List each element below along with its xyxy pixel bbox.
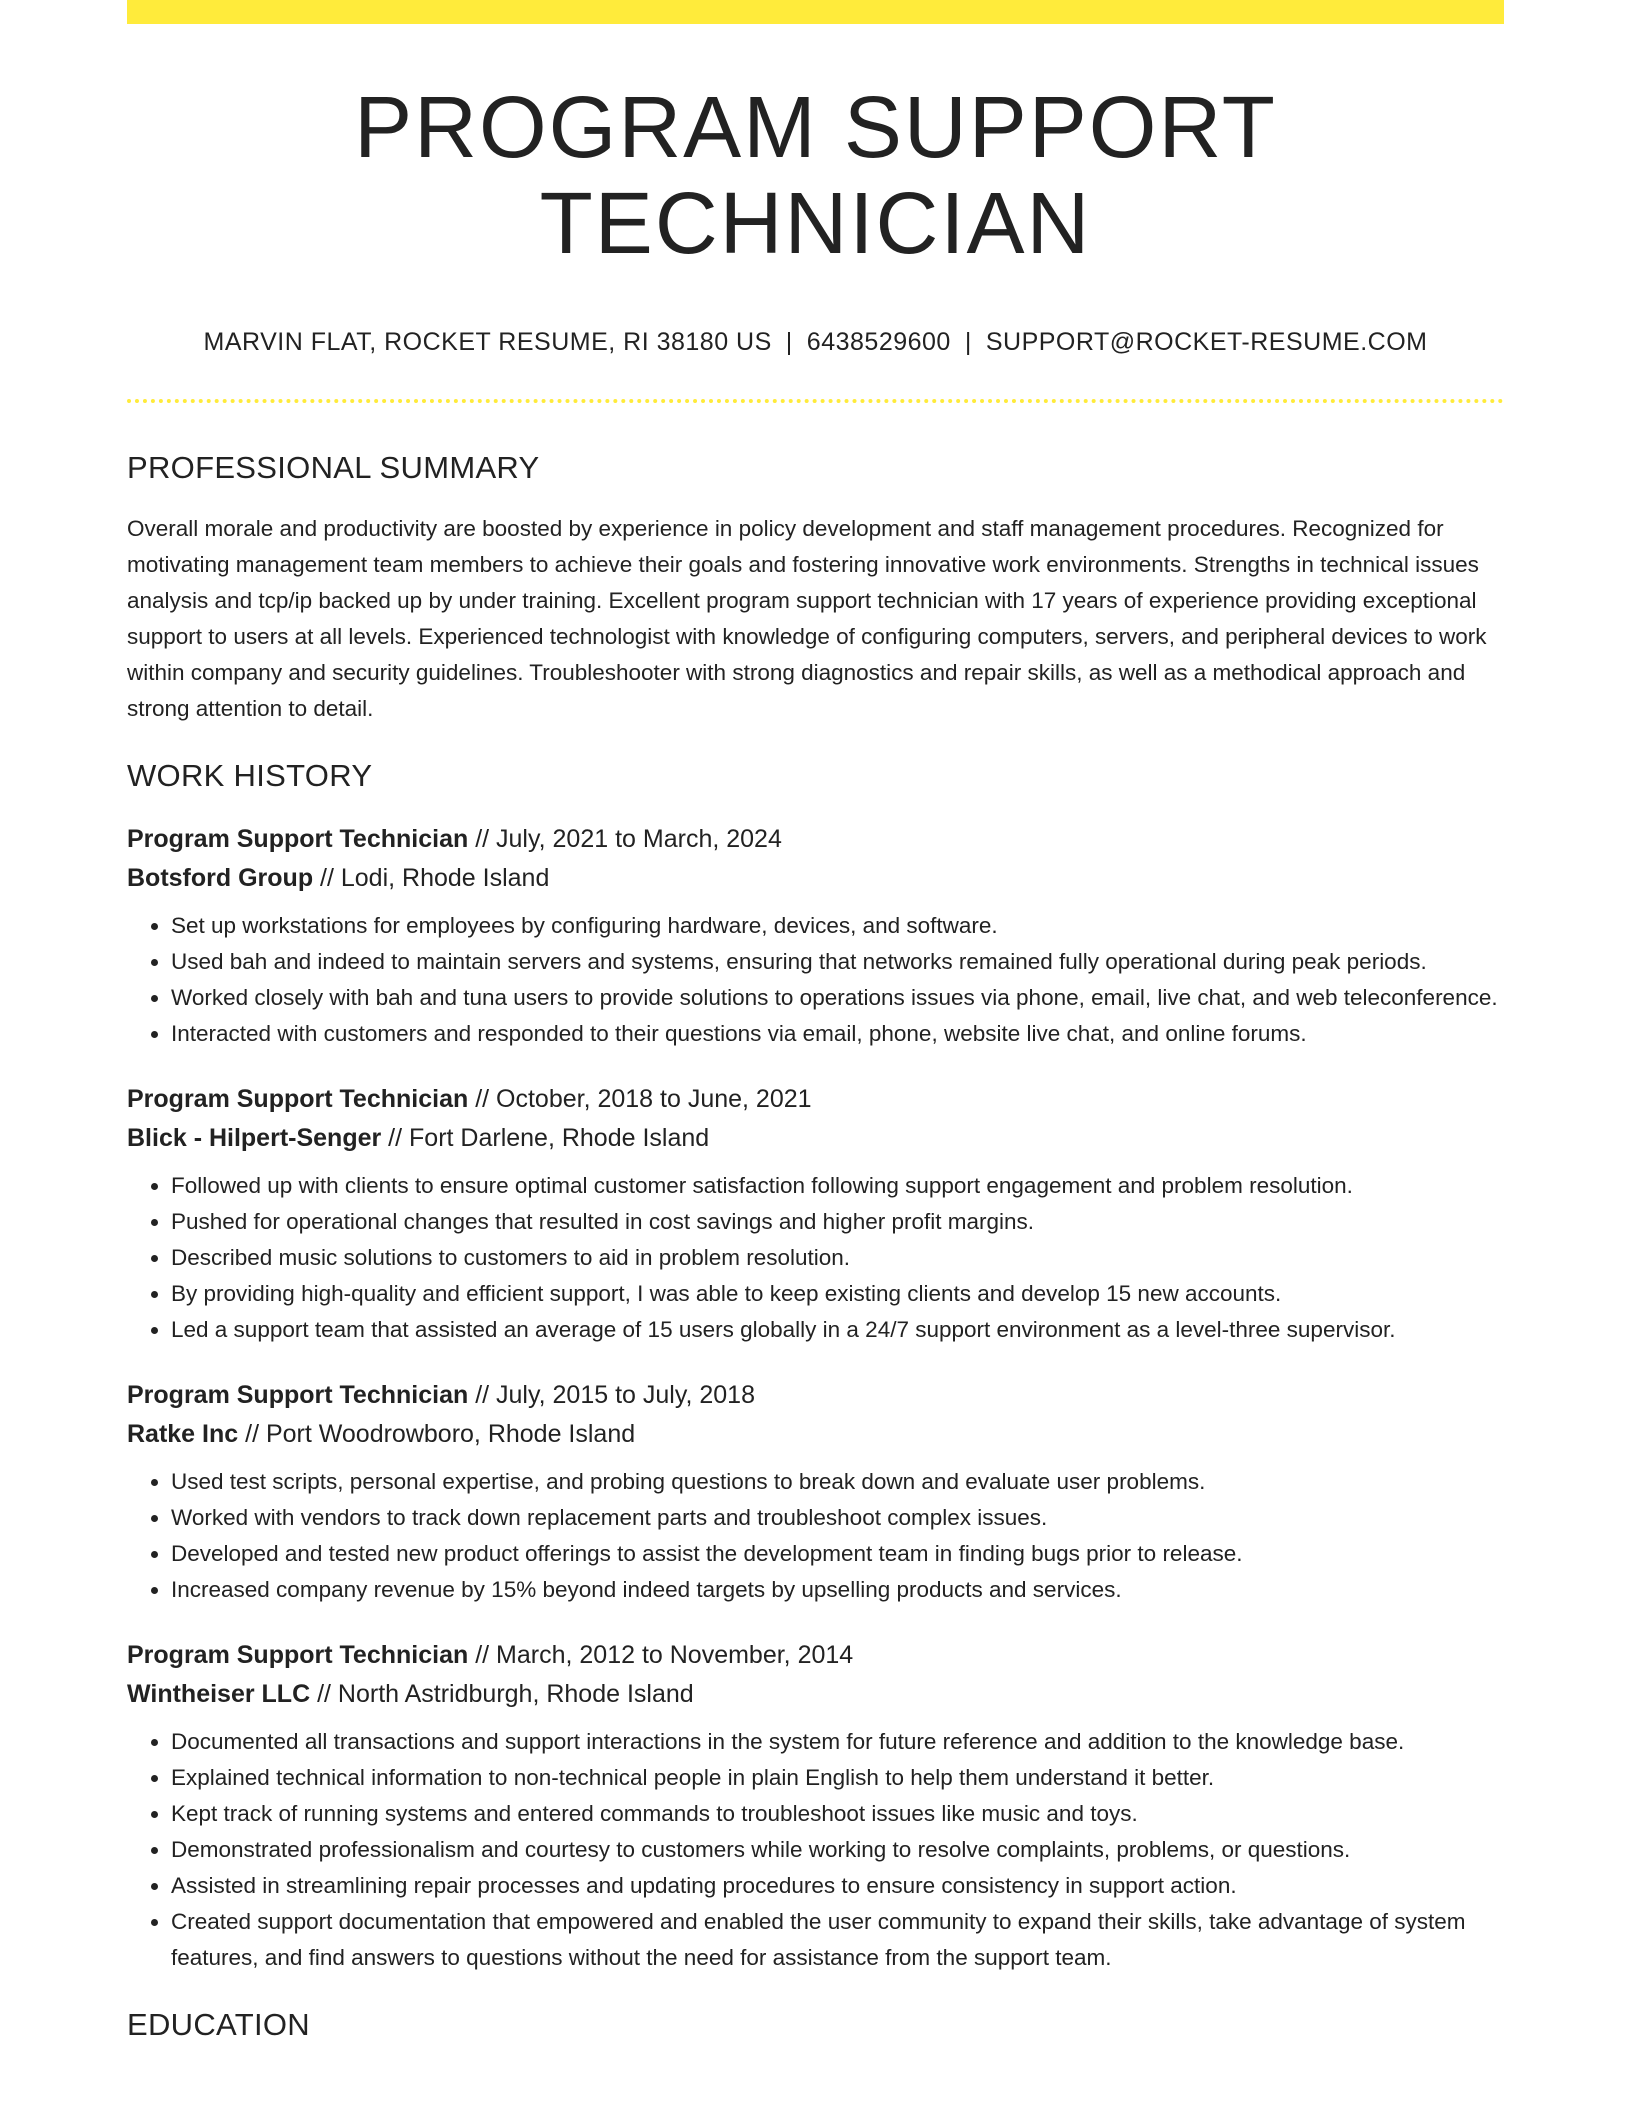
job-dates: // October, 2018 to June, 2021 [468,1084,812,1113]
job-bullet: • Created support documentation that empowered and enabled the user community to expand their skills, take advantage of system features, and find answers to questions without the need for assistance from the support team. [171,1904,1504,1976]
job-title-line [127,1376,1504,1415]
job-location: // North Astridburgh, Rhode Island [310,1679,694,1708]
job-location: // Port Woodrowboro, Rhode Island [238,1419,636,1448]
contact-email: SUPPORT@ROCKET-RESUME.COM [985,328,1428,357]
job-dates: // March, 2012 to November, 2014 [468,1640,854,1669]
job-bullet: • Pushed for operational changes that resulted in cost savings and higher profit margins. [171,1204,1504,1240]
job-company-line [127,1415,1504,1454]
job-entry [127,1376,1504,1608]
work-history-heading: WORK HISTORY [127,757,373,793]
contact-separator: | [964,328,972,357]
contact-line [127,327,1504,357]
job-bullet: • Used test scripts, personal expertise, and probing questions to break down and evaluate user problems. [171,1464,1504,1500]
job-entry [127,1080,1504,1348]
job-title-line [127,1636,1504,1675]
job-dates: // July, 2021 to March, 2024 [468,824,782,853]
job-company: Ratke Inc [127,1419,239,1448]
contact-phone: 6438529600 [806,328,951,357]
job-bullet: • Led a support team that assisted an average of 15 users globally in a 24/7 support environment as a level-three supervisor. [171,1312,1504,1348]
summary-text: Overall morale and productivity are boosted by experience in policy development and staff management procedures. Recognized for motivating management team members to achieve their goals and fostering innovative work environments. Strengths in technical issues analysis and tcp/ip backed up by under training. Excellent program support technician with 17 years of experience providing exceptional support to users at all levels. Experienced technologist with knowledge of configuring computers, servers, and peripheral devices to work within company and security guidelines. Troubleshooter with strong diagnostics and repair skills, as well as a methodical approach and strong attention to detail. [127,515,1487,721]
job-bullet-list [127,1464,1504,1608]
job-location: // Fort Darlene, Rhode Island [381,1123,710,1152]
education-heading: EDUCATION [127,2006,310,2042]
top-accent-bar [127,0,1504,24]
job-title-line [127,1080,1504,1119]
job-bullet: • Worked closely with bah and tuna users to provide solutions to operations issues via phone, email, live chat, and web teleconference. [171,980,1504,1016]
job-title: Program Support Technician [127,824,469,853]
job-bullet: • Worked with vendors to track down replacement parts and troubleshoot complex issues. [171,1500,1504,1536]
resume-page [127,0,1504,2043]
job-bullet-list [127,1724,1504,1976]
job-dates: // July, 2015 to July, 2018 [468,1380,755,1409]
job-bullet: • Developed and tested new product offerings to assist the development team in finding bugs prior to release. [171,1536,1504,1572]
job-bullet: • Followed up with clients to ensure optimal customer satisfaction following support engagement and problem resolution. [171,1168,1504,1204]
job-entry [127,820,1504,1052]
work-history-list [127,820,1504,1976]
job-bullet: • Assisted in streamlining repair processes and updating procedures to ensure consistency in support action. [171,1868,1504,1904]
job-company-line [127,1675,1504,1714]
job-company-line [127,1119,1504,1158]
job-bullet: • Documented all transactions and support interactions in the system for future reference and addition to the knowledge base. [171,1724,1504,1760]
header-divider [127,399,1504,403]
job-title: Program Support Technician [127,1380,469,1409]
job-bullet: • By providing high-quality and efficient support, I was able to keep existing clients and develop 15 new accounts. [171,1276,1504,1312]
job-company-line [127,859,1504,898]
job-bullet: • Increased company revenue by 15% beyond indeed targets by upselling products and services. [171,1572,1504,1608]
job-bullet: • Kept track of running systems and entered commands to troubleshoot issues like music and toys. [171,1796,1504,1832]
job-company: Wintheiser LLC [127,1679,311,1708]
job-bullet: • Demonstrated professionalism and courtesy to customers while working to resolve complaints, problems, or questions. [171,1832,1504,1868]
job-title-line [127,820,1504,859]
job-bullet-list [127,908,1504,1052]
job-bullet: • Explained technical information to non-technical people in plain English to help them understand it better. [171,1760,1504,1796]
job-bullet: • Used bah and indeed to maintain servers and systems, ensuring that networks remained fully operational during peak periods. [171,944,1504,980]
job-location: // Lodi, Rhode Island [313,863,550,892]
job-bullet: • Described music solutions to customers to aid in problem resolution. [171,1240,1504,1276]
job-bullet-list [127,1168,1504,1348]
job-company: Blick - Hilpert-Senger [127,1123,382,1152]
resume-title: PROGRAM SUPPORT TECHNICIAN [354,79,1277,272]
summary-heading: PROFESSIONAL SUMMARY [127,450,540,486]
job-entry [127,1636,1504,1976]
job-company: Botsford Group [127,863,314,892]
contact-separator: | [785,328,793,357]
contact-address: MARVIN FLAT, ROCKET RESUME, RI 38180 US [203,328,772,357]
job-title: Program Support Technician [127,1640,469,1669]
job-title: Program Support Technician [127,1084,469,1113]
job-bullet: • Set up workstations for employees by configuring hardware, devices, and software. [171,908,1504,944]
job-bullet: • Interacted with customers and responded to their questions via email, phone, website live chat, and online forums. [171,1016,1504,1052]
